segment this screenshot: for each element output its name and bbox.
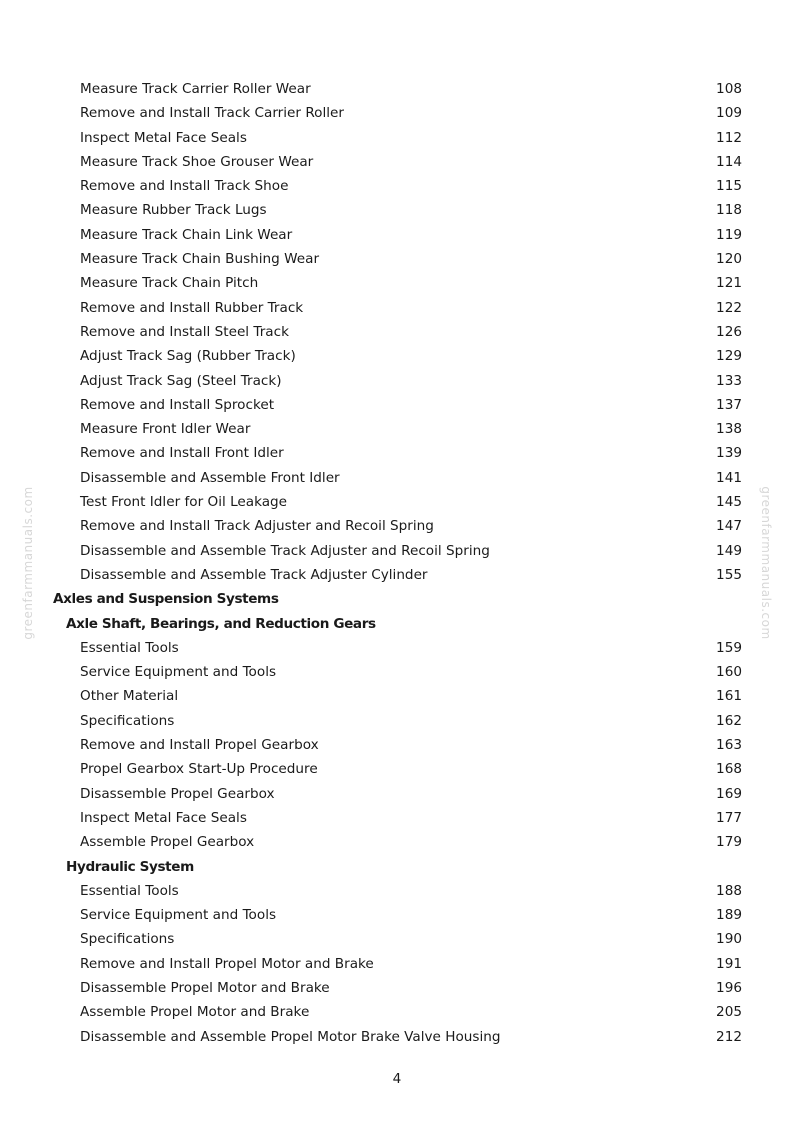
toc-entry-page: 114 [716,153,742,170]
toc-entry[interactable] [0,393,794,417]
toc-entry[interactable] [0,1000,794,1024]
toc-entry[interactable] [0,757,794,781]
toc-section-heading[interactable] [0,587,794,611]
toc-entry[interactable] [0,782,794,806]
toc-entry-page: 119 [716,226,742,243]
toc-entry[interactable] [0,344,794,368]
toc-entry-page: 108 [716,81,742,97]
toc-entry[interactable] [0,198,794,222]
toc-entry-page: 137 [716,396,742,413]
toc-entry-title: Specifications [80,712,175,729]
toc-entry[interactable] [0,296,794,320]
toc-entry-page: 205 [716,1004,742,1021]
toc-entry-title: Measure Track Carrier Roller Wear [80,81,311,97]
toc-entry-title: Hydraulic System [66,858,194,875]
toc-entry-title: Remove and Install Track Adjuster and Recoil Spring [80,518,434,535]
toc-entry-page: 190 [716,931,742,948]
toc-entry[interactable] [0,733,794,757]
toc-entry-title: Essential Tools [80,882,179,899]
toc-entry-title: Assemble Propel Motor and Brake [80,1004,310,1021]
toc-entry[interactable] [0,417,794,441]
toc-entry[interactable] [0,514,794,538]
toc-entry-title: Measure Track Chain Bushing Wear [80,251,320,268]
toc-entry-title: Axle Shaft, Bearings, and Reduction Gears [66,615,376,632]
toc-entry-page: 159 [716,639,742,656]
toc-entry-title: Adjust Track Sag (Steel Track) [80,372,282,389]
toc-entry-title: Remove and Install Sprocket [80,396,275,413]
toc-entry[interactable] [0,539,794,563]
toc-entry-page: 126 [716,323,742,340]
toc-entry-page: 122 [716,299,742,316]
toc-entry-title: Service Equipment and Tools [80,664,277,681]
toc-entry-page: 133 [716,372,742,389]
toc-entry-page: 139 [716,445,742,462]
toc-entry-title: Essential Tools [80,639,179,656]
toc-entry-page: 145 [716,494,742,511]
toc-entry-title: Measure Track Shoe Grouser Wear [80,153,314,170]
toc-entry-title: Remove and Install Track Shoe [80,178,289,195]
toc-entry-title: Measure Front Idler Wear [80,421,251,438]
table-of-contents [0,77,794,1049]
toc-entry-page: 196 [716,979,742,996]
toc-entry-title: Remove and Install Rubber Track [80,299,304,316]
toc-entry-title: Disassemble and Assemble Propel Motor Brake Valve Housing [80,1028,501,1045]
toc-entry-title: Remove and Install Front Idler [80,445,284,462]
toc-entry[interactable] [0,879,794,903]
toc-entry-page: 138 [716,421,742,438]
toc-entry-title: Adjust Track Sag (Rubber Track) [80,348,296,365]
toc-entry-page: 115 [716,178,742,195]
watermark-left: greenfarmmanuals.com [21,486,35,640]
toc-entry-page: 141 [716,469,742,486]
toc-entry-page: 177 [716,809,742,826]
toc-entry-page: 189 [716,907,742,924]
toc-entry-page: 188 [716,882,742,899]
toc-entry[interactable] [0,320,794,344]
toc-entry-title: Other Material [80,688,179,705]
toc-entry-page: 109 [716,105,742,122]
toc-entry[interactable] [0,806,794,830]
toc-entry-page: 162 [716,712,742,729]
toc-entry-title: Assemble Propel Gearbox [80,834,255,851]
toc-entry[interactable] [0,150,794,174]
toc-entry-page: 112 [716,129,742,146]
toc-entry-page: 179 [716,834,742,851]
toc-entry-page: 160 [716,664,742,681]
toc-entry-title: Specifications [80,931,175,948]
toc-entry[interactable] [0,709,794,733]
toc-entry[interactable] [0,490,794,514]
toc-entry[interactable] [0,563,794,587]
toc-entry-title: Remove and Install Propel Gearbox [80,737,319,754]
toc-entry[interactable] [0,271,794,295]
toc-entry-page: 191 [716,955,742,972]
toc-entry-page: 149 [716,542,742,559]
toc-entry-title: Measure Track Chain Link Wear [80,226,293,243]
toc-entry[interactable] [0,830,794,854]
toc-entry-page: 161 [716,688,742,705]
toc-entry-title: Service Equipment and Tools [80,907,277,924]
toc-entry-page: 212 [716,1028,742,1045]
toc-entry[interactable] [0,952,794,976]
toc-section-heading[interactable] [0,855,794,879]
toc-entry[interactable] [0,77,794,101]
toc-entry[interactable] [0,247,794,271]
toc-entry-title: Measure Rubber Track Lugs [80,202,267,219]
toc-entry-title: Inspect Metal Face Seals [80,809,247,826]
watermark-right: greenfarmmanuals.com [759,486,773,640]
toc-entry-title: Test Front Idler for Oil Leakage [80,494,288,511]
toc-entry[interactable] [0,101,794,125]
toc-entry-page: 129 [716,348,742,365]
toc-entry-title: Remove and Install Propel Motor and Brake [80,955,374,972]
toc-entry[interactable] [0,903,794,927]
toc-entry[interactable] [0,223,794,247]
toc-entry[interactable] [0,684,794,708]
toc-entry-page: 169 [716,785,742,802]
toc-entry[interactable] [0,1025,794,1049]
toc-entry[interactable] [0,174,794,198]
toc-entry-page: 168 [716,761,742,778]
toc-entry-page: 163 [716,737,742,754]
toc-entry-title: Measure Track Chain Pitch [80,275,259,292]
toc-entry-title: Disassemble and Assemble Front Idler [80,469,340,486]
toc-entry[interactable] [0,441,794,465]
toc-entry[interactable] [0,660,794,684]
toc-entry-title: Propel Gearbox Start-Up Procedure [80,761,318,778]
toc-entry-title: Remove and Install Track Carrier Roller [80,105,344,122]
toc-entry[interactable] [0,976,794,1000]
toc-entry[interactable] [0,466,794,490]
toc-entry[interactable] [0,369,794,393]
toc-entry[interactable] [0,636,794,660]
toc-entry-title: Axles and Suspension Systems [53,591,279,608]
toc-entry-title: Remove and Install Steel Track [80,323,289,340]
toc-entry-title: Disassemble and Assemble Track Adjuster Cylinder [80,566,428,583]
toc-entry-page: 120 [716,251,742,268]
toc-entry[interactable] [0,126,794,150]
toc-entry-title: Disassemble Propel Gearbox [80,785,275,802]
toc-entry[interactable] [0,927,794,951]
toc-entry-page: 118 [716,202,742,219]
toc-section-heading[interactable] [0,612,794,636]
toc-entry-page: 121 [716,275,742,292]
toc-entry-page: 155 [716,566,742,583]
toc-entry-page: 147 [716,518,742,535]
page-number: 4 [392,1071,402,1087]
toc-entry-title: Disassemble Propel Motor and Brake [80,979,330,996]
toc-entry-title: Disassemble and Assemble Track Adjuster and Recoil Spring [80,542,490,559]
toc-entry-title: Inspect Metal Face Seals [80,129,247,146]
